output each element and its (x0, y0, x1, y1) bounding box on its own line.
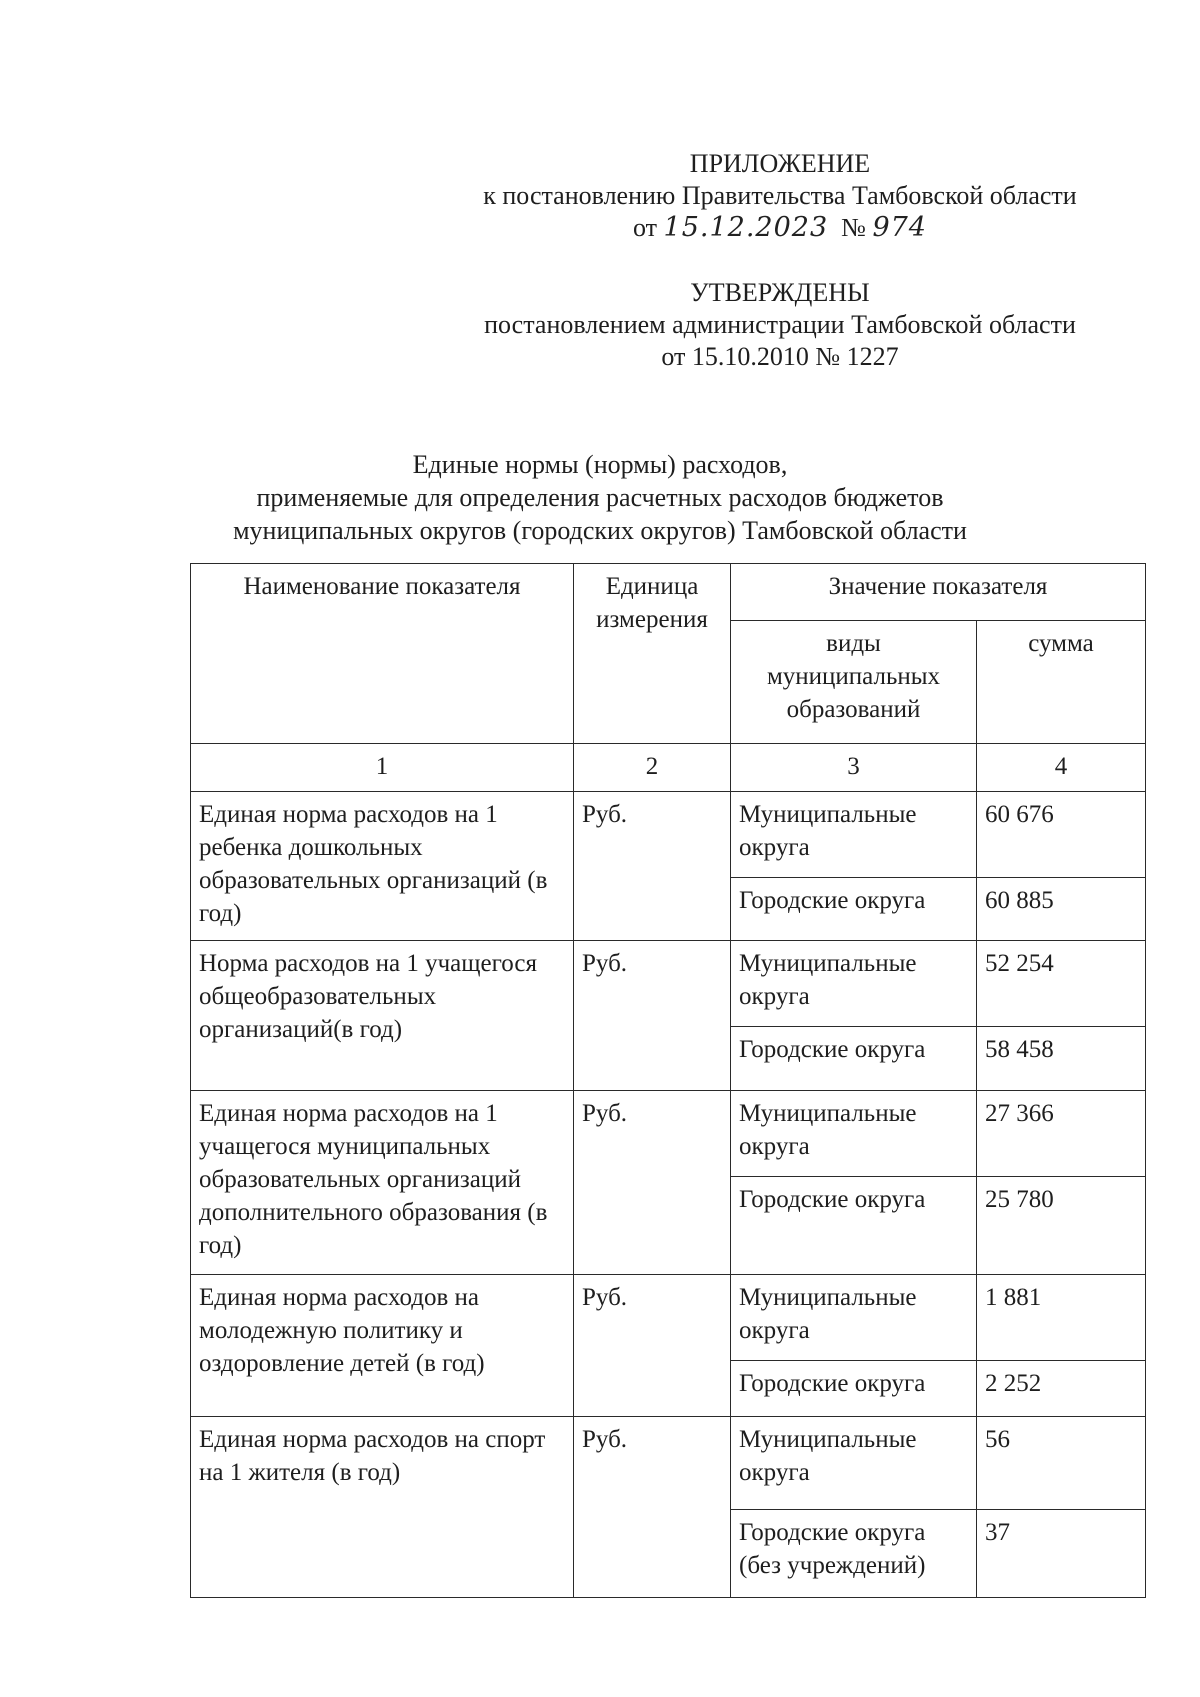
sum-value: 25 780 (977, 1177, 1146, 1275)
document-title (150, 448, 1050, 547)
title-line-3: муниципальных округов (городских округов) Тамбовской области (233, 516, 967, 545)
handwritten-date: 15.12.2023 (663, 212, 829, 243)
sum-value: 60 885 (977, 878, 1146, 941)
unit-cell: Руб. (574, 1417, 731, 1598)
header-municipality-type: виды муниципальных образований (731, 621, 977, 744)
municipality-type: Муниципальные округа (731, 1275, 977, 1361)
municipality-type: Муниципальные округа (731, 792, 977, 878)
column-number-row (191, 744, 1146, 792)
sum-value: 60 676 (977, 792, 1146, 878)
table-row (191, 1275, 1146, 1361)
unit-cell: Руб. (574, 792, 731, 941)
indicator-name: Норма расходов на 1 учащегося общеобразовательных организаций(в год) (191, 941, 574, 1091)
municipality-type: Городские округа (731, 878, 977, 941)
number-sign: № (841, 213, 866, 242)
sum-value: 1 881 (977, 1275, 1146, 1361)
title-line-2: применяемые для определения расчетных расходов бюджетов (256, 483, 944, 512)
column-number: 1 (191, 744, 574, 792)
indicator-name: Единая норма расходов на 1 учащегося муниципальных образовательных организаций дополнительного образования (в год) (191, 1091, 574, 1275)
handwritten-number: 974 (872, 212, 927, 243)
approved-resolution-date: от 15.10.2010 № 1227 (661, 342, 899, 371)
unit-cell: Руб. (574, 941, 731, 1091)
municipality-type: Городские округа (без учреждений) (731, 1510, 977, 1598)
municipality-type: Муниципальные округа (731, 941, 977, 1027)
date-prefix: от (633, 213, 658, 242)
appendix-header (420, 148, 1140, 244)
indicator-name: Единая норма расходов на спорт на 1 жителя (в год) (191, 1417, 574, 1598)
appendix-reference: к постановлению Правительства Тамбовской области (483, 181, 1077, 210)
title-line-1: Единые нормы (нормы) расходов, (412, 450, 788, 479)
indicator-name: Единая норма расходов на молодежную политику и оздоровление детей (в год) (191, 1275, 574, 1417)
header-sum: сумма (977, 621, 1146, 744)
municipality-type: Муниципальные округа (731, 1091, 977, 1177)
header-unit: Единица измерения (574, 564, 731, 744)
municipality-type: Городские округа (731, 1177, 977, 1275)
unit-cell: Руб. (574, 1091, 731, 1275)
table-row (191, 792, 1146, 878)
table-row (191, 1091, 1146, 1177)
sum-value: 56 (977, 1417, 1146, 1510)
sum-value: 52 254 (977, 941, 1146, 1027)
appendix-label: ПРИЛОЖЕНИЕ (689, 149, 871, 178)
sum-value: 2 252 (977, 1361, 1146, 1417)
header-indicator-name: Наименование показателя (191, 564, 574, 744)
header-indicator-value: Значение показателя (731, 564, 1146, 621)
sum-value: 37 (977, 1510, 1146, 1598)
municipality-type: Муниципальные округа (731, 1417, 977, 1510)
appendix-date-line (420, 212, 1140, 244)
approved-resolution: постановлением администрации Тамбовской области (484, 310, 1076, 339)
sum-value: 58 458 (977, 1027, 1146, 1091)
table-row (191, 1417, 1146, 1510)
sum-value: 27 366 (977, 1091, 1146, 1177)
municipality-type: Городские округа (731, 1361, 977, 1417)
indicator-name: Единая норма расходов на 1 ребенка дошкольных образовательных организаций (в год) (191, 792, 574, 941)
norms-table (190, 563, 1146, 1598)
column-number: 3 (731, 744, 977, 792)
approval-block (420, 277, 1140, 373)
table-row (191, 941, 1146, 1027)
municipality-type: Городские округа (731, 1027, 977, 1091)
unit-cell: Руб. (574, 1275, 731, 1417)
column-number: 2 (574, 744, 731, 792)
approved-label: УТВЕРЖДЕНЫ (690, 278, 870, 307)
column-number: 4 (977, 744, 1146, 792)
